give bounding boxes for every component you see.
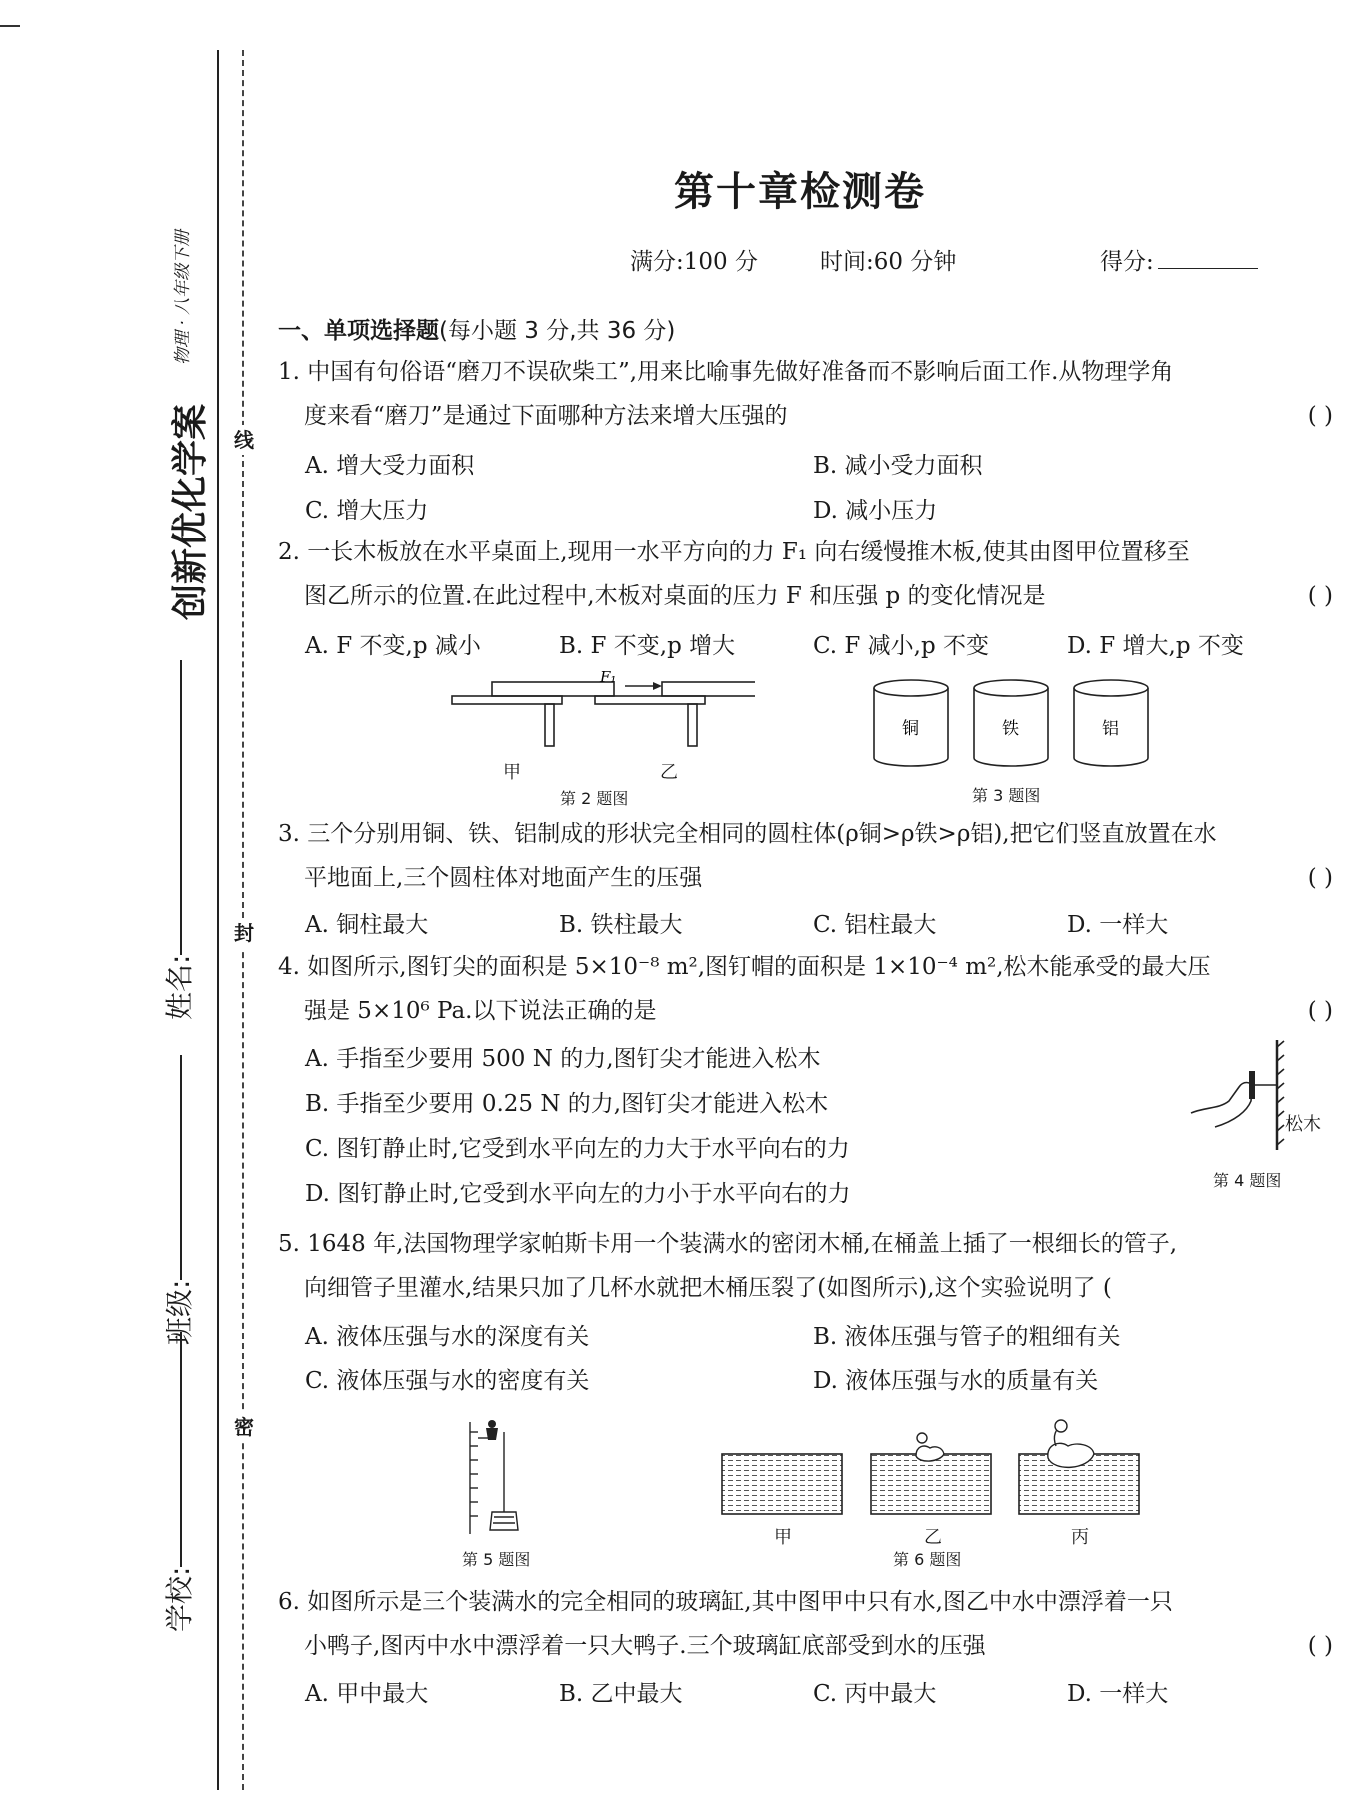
fig6-glass-tanks <box>720 1418 1150 1518</box>
section-note: (每小题 3 分,共 36 分) <box>439 318 676 344</box>
fig5-caption: 第 5 题图 <box>462 1550 531 1569</box>
q1-option-b[interactable]: B. 减小受力面积 <box>813 453 983 479</box>
fig2-yi-board <box>662 682 755 696</box>
exam-time: 时间:60 分钟 <box>820 249 957 275</box>
fig2-label-jia: 甲 <box>503 762 521 783</box>
q3-option-c[interactable]: C. 铝柱最大 <box>813 912 937 938</box>
q1-line2: 度来看“磨刀”是通过下面哪种方法来增大压强的 <box>304 403 788 429</box>
q6-option-c[interactable]: C. 丙中最大 <box>813 1681 937 1707</box>
q4-line1: 4. 如图所示,图钉尖的面积是 5×10⁻⁸ m²,图钉帽的面积是 1×10⁻⁴ m²,松木能承受的最大压 <box>278 954 1211 980</box>
fig2-label-yi: 乙 <box>660 762 678 783</box>
fig4-thumbtack <box>1185 1035 1335 1155</box>
q3-line1: 3. 三个分别用铜、铁、铝制成的形状完全相同的圆柱体(ρ铜>ρ铁>ρ铝),把它们竖直放置在水 <box>278 821 1217 847</box>
question-4 <box>278 945 1333 1033</box>
fig2-jia-table-top <box>452 696 562 704</box>
q5-options <box>305 1318 1335 1354</box>
fig6-label-yi: 乙 <box>924 1527 942 1548</box>
q5-option-b[interactable]: B. 液体压强与管子的粗细有关 <box>813 1324 1121 1350</box>
fig4-caption: 第 4 题图 <box>1213 1171 1282 1190</box>
fig5-person-head <box>488 1420 496 1428</box>
answer-paren-3[interactable]: ( ) <box>1307 865 1333 891</box>
fig3-label-copper: 铜 <box>902 719 919 739</box>
fig2-yi-table-top <box>595 696 705 704</box>
q4-option-a[interactable]: A. 手指至少要用 500 N 的力,图钉尖才能进入松木 <box>305 1046 821 1072</box>
q2-option-d[interactable]: D. F 增大,p 不变 <box>1067 633 1244 659</box>
q3-line2: 平地面上,三个圆柱体对地面产生的压强 <box>304 865 703 891</box>
question-5 <box>278 1222 1333 1310</box>
q2-line1: 2. 一长木板放在水平桌面上,现用一水平方向的力 F₁ 向右缓慢推木板,使其由图甲位置移至 <box>278 539 1190 565</box>
seal-mark-mi: 密 <box>232 1412 256 1442</box>
q5-option-c[interactable]: C. 液体压强与水的密度有关 <box>305 1368 590 1394</box>
fig6-big-duck-head <box>1055 1420 1067 1432</box>
q5-option-a[interactable]: A. 液体压强与水的深度有关 <box>305 1324 590 1350</box>
score-line <box>1158 268 1258 269</box>
fig2-board-diagram <box>445 668 755 768</box>
fig6-label-jia: 甲 <box>774 1527 792 1548</box>
answer-paren-2[interactable]: ( ) <box>1307 583 1333 609</box>
section-title: 一、单项选择题 <box>278 318 439 344</box>
fig6-tank-yi <box>871 1454 991 1514</box>
school-label: 学校: <box>163 1566 196 1632</box>
q5-line1: 5. 1648 年,法国物理学家帕斯卡用一个装满水的密闭木桶,在桶盖上插了一根细长的管子, <box>278 1231 1178 1257</box>
q5-options-2 <box>305 1362 1335 1398</box>
q5-line2: 向细管子里灌水,结果只加了几杯水就把木桶压裂了(如图所示),这个实验说明了 <box>304 1275 1096 1301</box>
q3-option-d[interactable]: D. 一样大 <box>1067 912 1169 938</box>
q6-option-a[interactable]: A. 甲中最大 <box>305 1681 429 1707</box>
q3-options <box>305 906 1335 942</box>
score-field[interactable] <box>1100 243 1258 276</box>
q2-options <box>305 627 1335 663</box>
answer-paren-6[interactable]: ( ) <box>1307 1633 1333 1659</box>
fig5-person-body <box>486 1428 498 1440</box>
question-3 <box>278 812 1333 900</box>
class-label: 班级: <box>163 1279 196 1345</box>
q2-line2: 图乙所示的位置.在此过程中,木板对桌面的压力 F 和压强 p 的变化情况是 <box>304 583 1046 609</box>
name-line <box>180 660 182 955</box>
q1-option-a[interactable]: A. 增大受力面积 <box>305 453 475 479</box>
class-field[interactable] <box>158 1055 198 1345</box>
answer-paren-5[interactable]: ( <box>1102 1275 1112 1301</box>
fig5-barrel <box>490 1512 518 1530</box>
fig6-caption: 第 6 题图 <box>893 1550 962 1569</box>
q6-option-d[interactable]: D. 一样大 <box>1067 1681 1169 1707</box>
fig6-small-duck-head <box>917 1433 927 1443</box>
question-1 <box>278 350 1333 438</box>
q1-line1: 1. 中国有句俗语“磨刀不误砍柴工”,用来比喻事先做好准备而不影响后面工作.从物理学角 <box>278 359 1174 385</box>
fig5-pascal-barrel <box>462 1412 532 1540</box>
binding-solid-line <box>217 50 219 1790</box>
fig2-jia-board <box>492 682 614 696</box>
q6-options <box>305 1675 1335 1711</box>
fig2-arrow-head <box>653 682 662 690</box>
q4-option-b[interactable]: B. 手指至少要用 0.25 N 的力,图钉尖才能进入松木 <box>305 1091 829 1117</box>
fig3-caption: 第 3 题图 <box>972 786 1041 805</box>
brand-logo-text: 创新优化学案 <box>170 403 211 620</box>
q2-option-c[interactable]: C. F 减小,p 不变 <box>813 633 990 659</box>
fig2-force-label: F₁ <box>600 668 617 686</box>
q4-option-d[interactable]: D. 图钉静止时,它受到水平向左的力小于水平向右的力 <box>305 1181 851 1207</box>
seal-mark-xian: 线 <box>232 425 256 455</box>
fig3-label-aluminum: 铝 <box>1102 719 1119 739</box>
q2-option-b[interactable]: B. F 不变,p 增大 <box>559 633 736 659</box>
q1-options-2 <box>305 492 1335 528</box>
q4-line2: 强是 5×10⁶ Pa.以下说法正确的是 <box>304 998 657 1024</box>
q4-options <box>305 1040 1335 1220</box>
corner-tick <box>0 25 20 27</box>
q4-option-c[interactable]: C. 图钉静止时,它受到水平向左的力大于水平向右的力 <box>305 1136 850 1162</box>
q6-line2: 小鸭子,图丙中水中漂浮着一只大鸭子.三个玻璃缸底部受到水的压强 <box>304 1633 986 1659</box>
fig2-caption: 第 2 题图 <box>560 789 629 808</box>
section-heading <box>278 312 675 345</box>
question-2 <box>278 530 1333 618</box>
q5-option-d[interactable]: D. 液体压强与水的质量有关 <box>813 1368 1099 1394</box>
q3-option-a[interactable]: A. 铜柱最大 <box>305 912 429 938</box>
q6-option-b[interactable]: B. 乙中最大 <box>559 1681 683 1707</box>
seal-mark-feng: 封 <box>232 918 256 948</box>
q1-option-d[interactable]: D. 减小压力 <box>813 498 938 524</box>
fig4-tack-head <box>1249 1071 1255 1099</box>
book-subtitle: 物理 · 八年级下册 <box>173 229 193 365</box>
fig3-cyl-aluminum-top <box>1074 680 1148 696</box>
class-line <box>180 1055 182 1280</box>
fig3-cylinders <box>868 676 1158 776</box>
fig3-label-iron: 铁 <box>1002 719 1019 739</box>
fig3-cyl-iron-top <box>974 680 1048 696</box>
fig6-small-duck-body <box>916 1446 944 1461</box>
page-title: 第十章检测卷 <box>674 169 926 215</box>
answer-paren-4[interactable]: ( ) <box>1307 998 1333 1024</box>
q1-option-c[interactable]: C. 增大压力 <box>305 498 429 524</box>
answer-paren-1[interactable]: ( ) <box>1307 403 1333 429</box>
q2-option-a[interactable]: A. F 不变,p 减小 <box>305 633 481 659</box>
fig2-yi-table-leg <box>688 704 697 746</box>
q3-option-b[interactable]: B. 铁柱最大 <box>559 912 683 938</box>
name-label: 姓名: <box>163 954 196 1020</box>
school-field[interactable] <box>158 1332 198 1632</box>
q6-line1: 6. 如图所示是三个装满水的完全相同的玻璃缸,其中图甲中只有水,图乙中水中漂浮着一只 <box>278 1589 1173 1615</box>
full-score: 满分:100 分 <box>630 249 758 275</box>
fig4-finger <box>1191 1083 1252 1128</box>
school-line <box>180 1332 182 1567</box>
score-label: 得分: <box>1100 249 1154 275</box>
name-field[interactable] <box>158 660 198 1020</box>
fig6-label-bing: 丙 <box>1071 1527 1089 1548</box>
fig3-cyl-copper-top <box>874 680 948 696</box>
fig4-wood-label: 松木 <box>1285 1114 1321 1135</box>
question-6 <box>278 1580 1333 1668</box>
fig2-jia-table-leg <box>545 704 554 746</box>
fig6-tank-jia <box>722 1454 842 1514</box>
q1-options <box>305 447 1335 483</box>
